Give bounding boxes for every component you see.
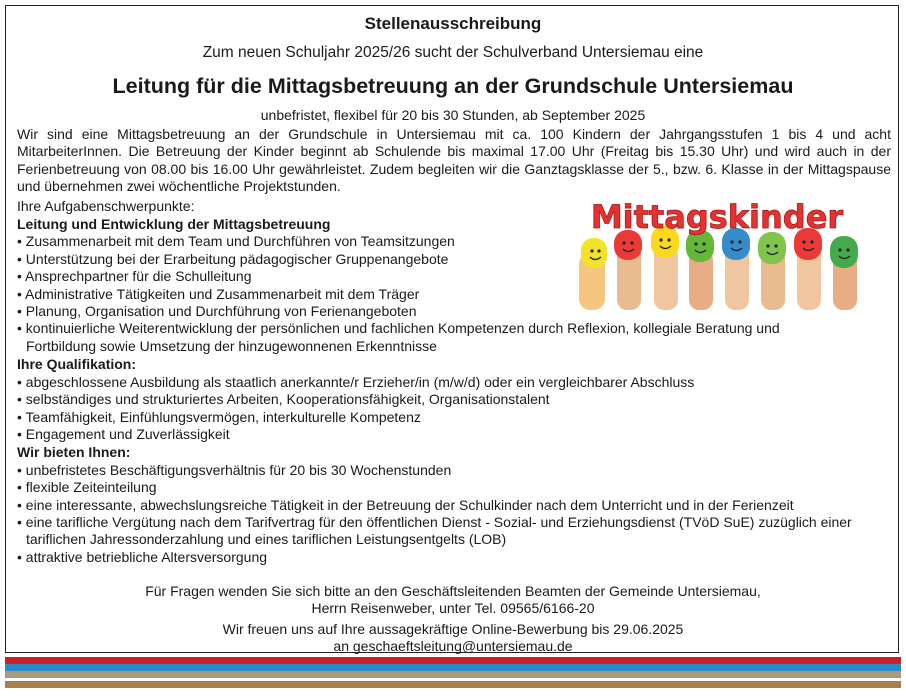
ad-body	[17, 126, 891, 566]
list-item: • Engagement und Zuverlässigkeit	[17, 425, 230, 442]
list-item: • kontinuierliche Weiterentwicklung der persönlichen und fachlichen Kompetenzen durch Reflexion, kollegiale Beratung und Fortbildung sowie Umsetzung der hinzugewonnenen Erkenntnisse	[17, 320, 780, 354]
list-item: • Planung, Organisation und Durchführung von Ferienangeboten	[17, 303, 417, 320]
intro-paragraph: Wir sind eine Mittagsbetreuung an der Grundschule in Untersiemau mit ca. 100 Kindern der Jahrgangsstufen 1 bis 4 und acht MitarbeiterInnen. Die Betreuung der Kinder beginnt ab Schulende bis maximal 17.00 Uhr (Freitag bis 15.30 Uhr) und wird auch in der Ferienbetreuung von 08.00 bis 16.00 Uhr gewährleistet. Zudem begleiten wir die Ganztagsklasse der 5., bzw. 6. Klasse in der Mittagspause und übernehmen zwei wöchentliche Projektstunden.	[17, 126, 891, 195]
apply-email: an geschaeftsleitung@untersiemau.de	[333, 637, 573, 654]
stripe	[5, 671, 901, 678]
list-item: • eine tarifliche Vergütung nach dem Tarifvertrag für den öffentlichen Dienst - Sozial- und Erziehungsdienst (TVöD SuE) zuzüglich einer tariflichen Jahressonderzahlung und eines tariflichen Leistungsentgelts (LOB)	[17, 513, 852, 548]
apply-deadline: Wir freuen uns auf Ihre aussagekräftige Online-Bewerbung bis 29.06.2025	[222, 621, 684, 637]
ad-terms: unbefristet, flexibel für 20 bis 30 Stunden, ab September 2025	[260, 107, 646, 123]
list-item: • Unterstützung bei der Erarbeitung pädagogischer Gruppenangebote	[17, 250, 449, 267]
ad-subtitle: Zum neuen Schuljahr 2025/26 sucht der Schulverband Untersiemau eine	[202, 44, 704, 61]
application-info	[0, 621, 906, 654]
painted-hands-image	[579, 226, 858, 310]
list-item: • eine interessante, abwechslungsreiche Tätigkeit in der Betreuung der Schulkinder nach dem Unterricht und in der Ferienzeit	[17, 496, 794, 513]
list-item: • Zusammenarbeit mit dem Team und Durchführen von Teamsitzungen	[17, 233, 455, 250]
list-item: • abgeschlossene Ausbildung als staatlich anerkannte/r Erzieher/in (m/w/d) oder ein vergleichbarer Abschluss	[17, 373, 695, 390]
list-item: • selbständiges und strukturiertes Arbeiten, Kooperationsfähigkeit, Organisationstalent	[17, 391, 550, 408]
contact-info	[0, 583, 906, 616]
stripe	[5, 657, 901, 664]
ad-kicker: Stellenausschreibung	[364, 14, 542, 33]
section-heading-qualifikation: Ihre Qualifikation:	[17, 356, 137, 373]
contact-line: Herrn Reisenweber, unter Tel. 09565/6166-20	[311, 599, 595, 616]
list-item: • unbefristetes Beschäftigungsverhältnis für 20 bis 30 Wochenstunden	[17, 461, 452, 478]
mittagskinder-logo	[561, 198, 873, 310]
list-item: • flexible Zeiteinteilung	[17, 479, 157, 496]
contact-line: Für Fragen wenden Sie sich bitte an den Geschäftsleitenden Beamten der Gemeinde Untersiemau,	[145, 583, 761, 599]
decorative-stripes	[5, 657, 901, 693]
list-item: • attraktive betriebliche Altersversorgung	[17, 548, 268, 565]
logo-text: Mittagskinder	[590, 198, 844, 236]
list-item: • Teamfähigkeit, Einfühlungsvermögen, interkulturelle Kompetenz	[17, 408, 421, 425]
tasks-label: Ihre Aufgabenschwerpunkte:	[17, 197, 195, 214]
section-heading-angebot: Wir bieten Ihnen:	[17, 444, 131, 461]
section-heading-leitung: Leitung und Entwicklung der Mittagsbetreuung	[17, 216, 331, 233]
stripe	[5, 681, 901, 688]
stripe	[5, 664, 901, 671]
list-item: • Ansprechpartner für die Schulleitung	[17, 268, 252, 285]
list-item: • Administrative Tätigkeiten und Zusammenarbeit mit dem Träger	[17, 285, 420, 302]
ad-title: Leitung für die Mittagsbetreuung an der Grundschule Untersiemau	[112, 74, 794, 98]
